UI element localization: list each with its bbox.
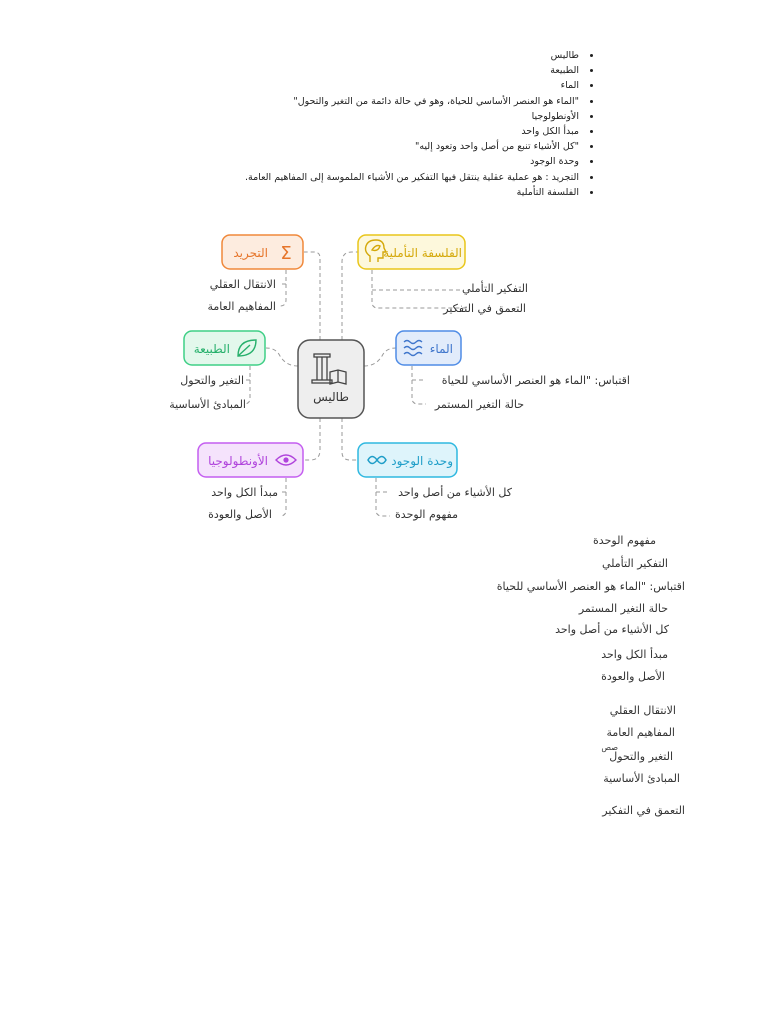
node-nature[interactable] [184, 331, 265, 365]
center-label: طاليس [313, 390, 349, 404]
branch-label: مبدأ الكل واحد [211, 486, 278, 499]
list-item: • الطبيعة [61, 63, 581, 78]
branch-label: المفاهيم العامة [207, 300, 276, 313]
branch-label: اقتباس: "الماء هو العنصر الأساسي للحياة [441, 374, 630, 387]
loose-label: الأصل والعودة [601, 670, 665, 683]
loose-label: صص [601, 743, 618, 752]
node-water[interactable] [396, 331, 461, 365]
loose-label: اقتباس: "الماء هو العنصر الأساسي للحياة [496, 580, 685, 593]
list-item: • التجريد : هو عملية عقلية ينتقل فيها التفكير من الأشياء الملموسة إلى المفاهيم العامة. [61, 170, 581, 185]
list-item: • الماء [61, 78, 581, 93]
branch-label: الانتقال العقلي [209, 278, 276, 291]
branch-label: مفهوم الوحدة [395, 508, 458, 521]
branch-label: التفكير التأملي [461, 282, 528, 295]
loose-label: مفهوم الوحدة [593, 534, 656, 547]
branch-label: حالة التغير المستمر [434, 398, 524, 411]
loose-label: المبادئ الأساسية [603, 772, 680, 785]
branch-label: التعمق في التفكير [443, 302, 526, 315]
node-label: الفلسفة التأملية [383, 246, 462, 260]
node-label: الطبيعة [193, 342, 230, 356]
branch-label: كل الأشياء من أصل واحد [398, 486, 512, 499]
loose-label: التفكير التأملي [601, 557, 668, 570]
node-label: التجريد [233, 246, 268, 260]
node-unity[interactable] [358, 443, 457, 477]
node-label: وحدة الوجود [391, 454, 453, 468]
loose-label: التغير والتحول [609, 750, 673, 763]
list-item: • مبدأ الكل واحد [61, 124, 581, 139]
list-item: • "كل الأشياء تنبع من أصل واحد وتعود إليه" [61, 139, 581, 154]
node-label: الماء [429, 342, 453, 356]
loose-label: المفاهيم العامة [606, 726, 675, 739]
loose-label: الانتقال العقلي [609, 704, 676, 717]
node-abstraction[interactable] [222, 235, 303, 269]
loose-label: التعمق في التفكير [602, 804, 685, 817]
branch-label: المبادئ الأساسية [169, 398, 246, 411]
list-item: • وحدة الوجود [61, 154, 581, 169]
branch-label: التغير والتحول [180, 374, 244, 387]
node-philosophy[interactable] [358, 235, 465, 269]
list-item: • الفلسفة التأملية [61, 185, 581, 200]
node-label: الأونطولوجيا [208, 454, 268, 468]
list-item: • "الماء هو العنصر الأساسي للحياة، وهو في حالة دائمة من التغير والتحول" [61, 94, 581, 109]
list-item: • الأونطولوجيا [61, 109, 581, 124]
branch-label: الأصل والعودة [208, 508, 272, 521]
list-item: • طاليس [61, 48, 581, 63]
loose-label: حالة التغير المستمر [578, 602, 668, 615]
sigma-icon: Σ [280, 243, 292, 264]
loose-label: مبدأ الكل واحد [601, 648, 668, 661]
loose-label: كل الأشياء من أصل واحد [555, 623, 669, 636]
center-node[interactable] [298, 340, 364, 418]
node-ontology[interactable] [198, 443, 303, 477]
